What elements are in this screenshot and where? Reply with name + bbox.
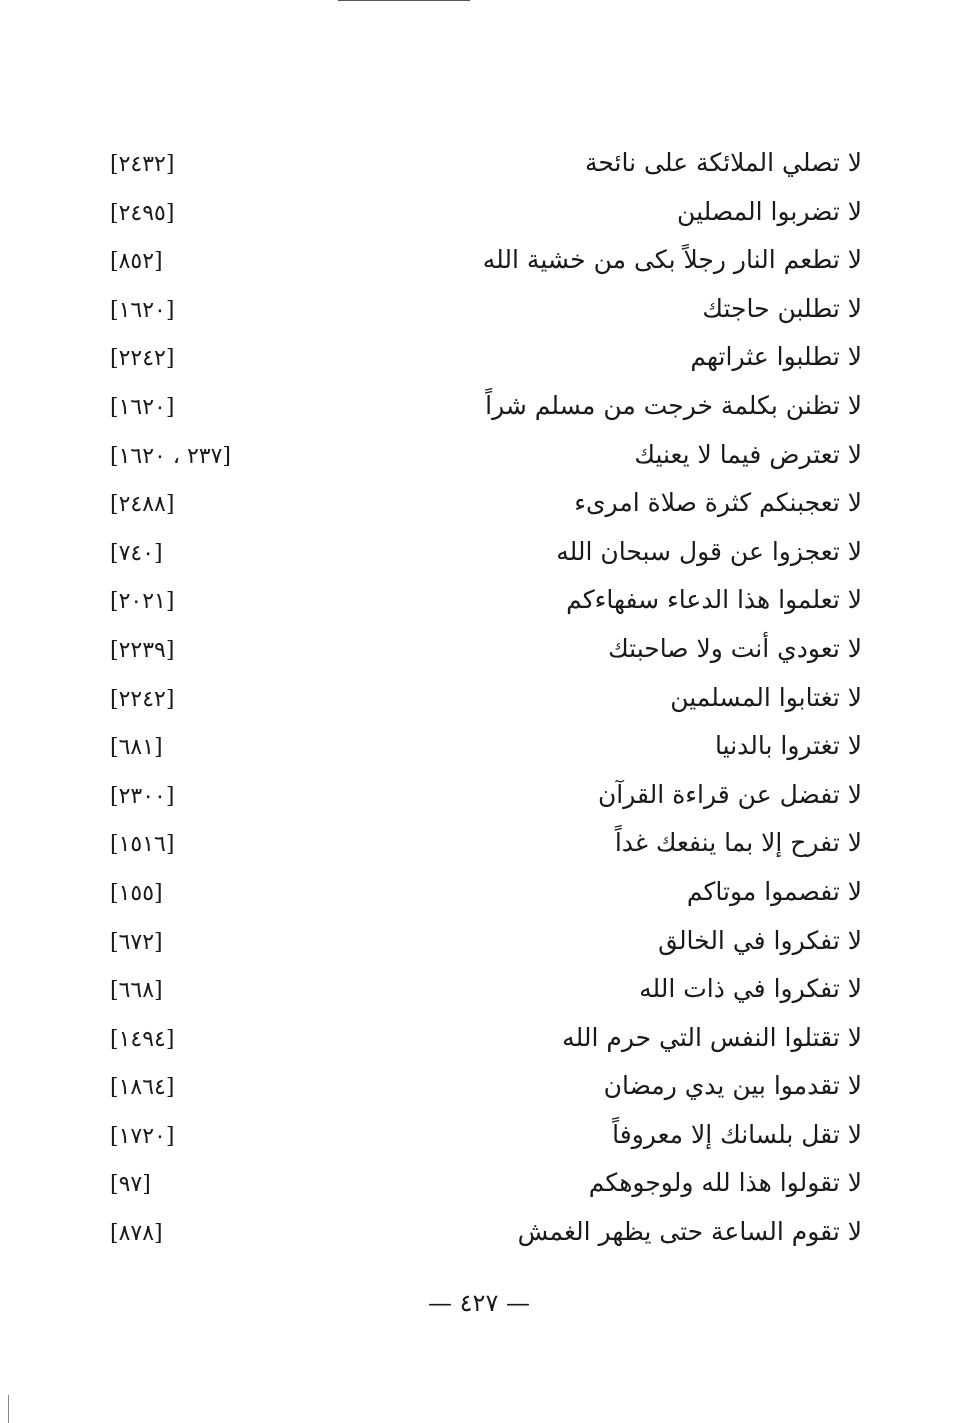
- reference-number: [٧٤٠]: [110, 540, 163, 566]
- hadith-text: لا تفكروا في ذات الله: [639, 974, 862, 1004]
- reference-number: [٢٢٣٩]: [110, 637, 175, 663]
- top-rule: [338, 0, 470, 1]
- hadith-text: لا تفضل عن قراءة القرآن: [597, 779, 862, 809]
- page-number: — ٤٢٧ —: [428, 1289, 530, 1317]
- hadith-text: لا تعودي أنت ولا صاحبتك: [608, 633, 862, 663]
- index-entry: [110, 675, 862, 724]
- index-entry: [110, 1015, 862, 1064]
- hadith-text: لا تعلموا هذا الدعاء سفهاءكم: [566, 585, 862, 615]
- hadith-text: لا تعجبنكم كثرة صلاة امرىء: [574, 488, 862, 518]
- reference-number: [١٤٩٤]: [110, 1026, 175, 1052]
- reference-number: [٢٢٤٢]: [110, 346, 175, 372]
- hadith-text: لا تفصموا موتاكم: [686, 876, 862, 906]
- reference-number: [٢٤٩٥]: [110, 200, 175, 226]
- index-entry: [110, 1209, 862, 1258]
- reference-number: [١٥٥]: [110, 880, 163, 906]
- index-entry: [110, 966, 862, 1015]
- reference-number: [١٦٢٠]: [110, 394, 175, 420]
- index-entry: [110, 1112, 862, 1161]
- index-entry: [110, 189, 862, 238]
- reference-number: [١٥١٦]: [110, 832, 175, 858]
- reference-number: [٢٣٠٠]: [110, 783, 175, 809]
- index-entry: [110, 918, 862, 967]
- hadith-text: لا تظنن بكلمة خرجت من مسلم شراً: [485, 390, 862, 420]
- hadith-text: لا تفكروا في الخالق: [658, 925, 862, 955]
- index-entry: [110, 529, 862, 578]
- reference-number: [٢٤٣٢]: [110, 152, 175, 177]
- hadith-text: لا تطعم النار رجلاً بكى من خشية الله: [482, 245, 862, 275]
- index-entry: [110, 237, 862, 286]
- hadith-text: لا تقولوا هذا لله ولوجوهكم: [588, 1168, 862, 1198]
- reference-number: [٢٢٤٢]: [110, 686, 175, 712]
- hadith-text: لا تصلي الملائكة على نائحة: [584, 148, 862, 177]
- reference-number: [٢٠٢١]: [110, 589, 175, 615]
- reference-number: [٢٤٨٨]: [110, 492, 175, 518]
- index-entry: [110, 772, 862, 821]
- hadith-text: لا تطلبوا عثراتهم: [690, 342, 862, 372]
- reference-number: [٦٨١]: [110, 735, 163, 761]
- index-entry: [110, 577, 862, 626]
- hadith-text: لا تقل بلسانك إلا معروفاً: [612, 1119, 862, 1149]
- hadith-text: لا تقوم الساعة حتى يظهر الغمش: [517, 1217, 862, 1247]
- index-entry: [110, 723, 862, 772]
- margin-line: [8, 1395, 9, 1423]
- reference-number: [١٨٦٤]: [110, 1075, 175, 1101]
- reference-number: [٦٦٨]: [110, 978, 163, 1004]
- hadith-index-list: [110, 140, 862, 1258]
- reference-number: [٦٧٢]: [110, 929, 163, 955]
- reference-number: [٢٣٧ ، ١٦٢٠]: [110, 443, 231, 469]
- hadith-text: لا تطلبن حاجتك: [702, 293, 862, 323]
- hadith-text: لا تعجزوا عن قول سبحان الله: [556, 536, 862, 566]
- index-entry: [110, 286, 862, 335]
- hadith-text: لا تفرح إلا بما ينفعك غداً: [614, 828, 862, 858]
- reference-number: [٨٧٨]: [110, 1221, 163, 1247]
- hadith-text: لا تعترض فيما لا يعنيك: [634, 439, 862, 469]
- index-entry: [110, 140, 862, 189]
- hadith-text: لا تقدموا بين يدي رمضان: [603, 1071, 862, 1101]
- reference-number: [٨٥٢]: [110, 249, 163, 275]
- index-entry: [110, 480, 862, 529]
- index-entry: [110, 1160, 862, 1209]
- index-entry: [110, 820, 862, 869]
- index-entry: [110, 869, 862, 918]
- hadith-text: لا تغتابوا المسلمين: [670, 682, 862, 712]
- index-entry: [110, 626, 862, 675]
- index-entry: [110, 1063, 862, 1112]
- reference-number: [١٧٢٠]: [110, 1123, 175, 1149]
- hadith-text: لا تقتلوا النفس التي حرم الله: [562, 1022, 862, 1052]
- hadith-text: لا تغتروا بالدنيا: [715, 731, 862, 761]
- hadith-text: لا تضربوا المصلين: [677, 196, 862, 226]
- index-entry: [110, 334, 862, 383]
- index-entry: [110, 383, 862, 432]
- index-entry: [110, 432, 862, 481]
- reference-number: [١٦٢٠]: [110, 297, 175, 323]
- reference-number: [٩٧]: [110, 1172, 151, 1198]
